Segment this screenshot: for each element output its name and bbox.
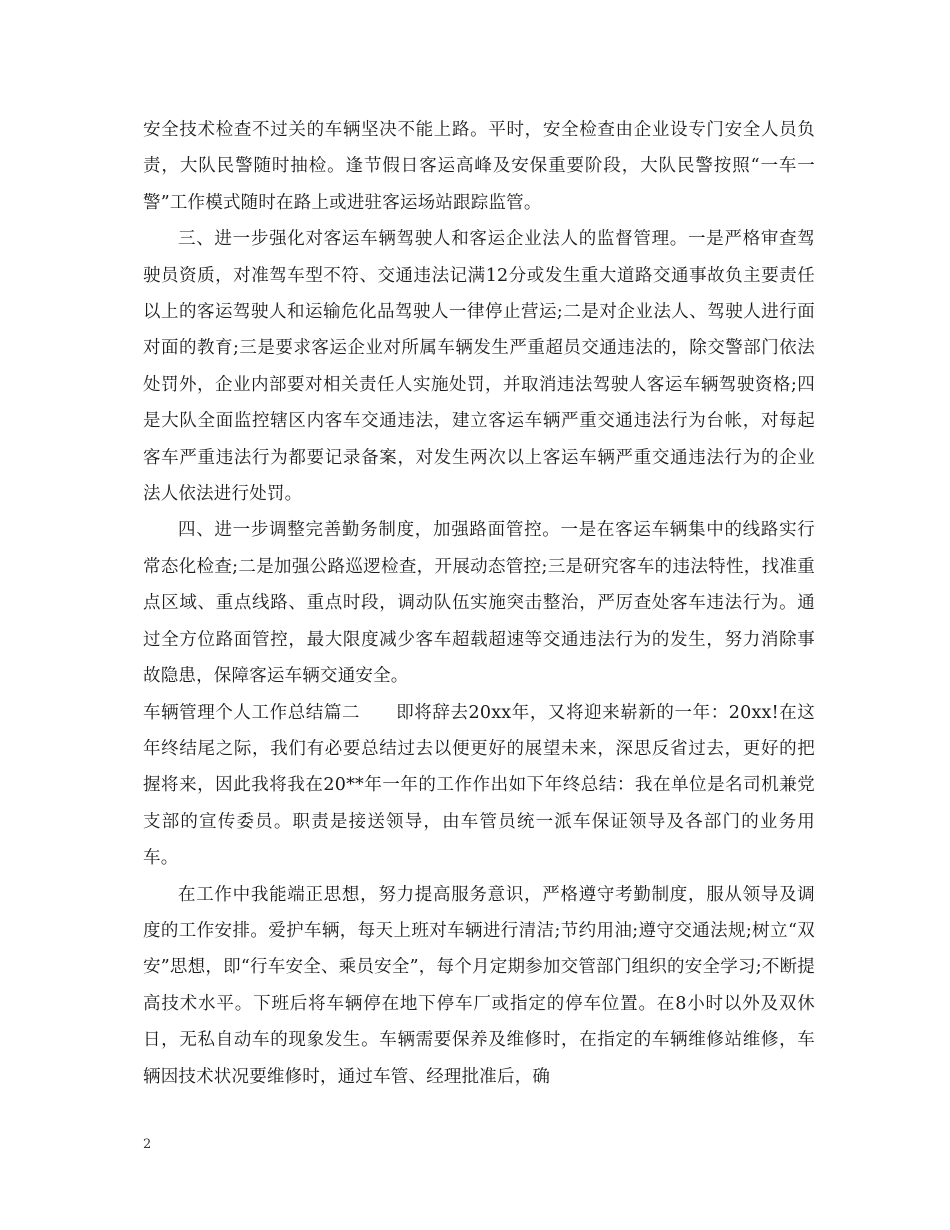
document-body (143, 112, 815, 1095)
paragraph-2: 三、进一步强化对客运车辆驾驶人和客运企业法人的监督管理。一是严格审查驾驶员资质，对准驾车型不符、交通违法记满12分或发生重大道路交通事故负主要责任以上的客运驾驶人和运输危化品驾驶人一律停止营运;二是对企业法人、驾驶人进行面对面的教育;三是要求客运企业对所属车辆发生严重超员交通违法的，除交警部门依法处罚外，企业内部要对相关责任人实施处罚，并取消违法驾驶人客运车辆驾驶资格;四是大队全面监控辖区内客车交通违法，建立客运车辆严重交通违法行为台帐，对每起客车严重违法行为都要记录备案，对发生两次以上客运车辆严重交通违法行为的企业法人依法进行处罚。 (143, 229, 815, 505)
paragraph-1: 安全技术检查不过关的车辆坚决不能上路。平时，安全检查由企业设专门安全人员负责，大队民警随时抽检。逢节假日客运高峰及安保重要阶段，大队民警按照“一车一警”工作模式随时在路上或进驻客运场站跟踪监管。 (143, 120, 815, 213)
paragraph-4: 车辆管理个人工作总结篇二 即将辞去20xx年，又将迎来崭新的一年：20xx!在这年终结尾之际，我们有必要总结过去以便更好的展望未来，深思反省过去，更好的把握将来，因此我将我在20**年一年的工作作出如下年终总结：我在单位是名司机兼党支部的宣传委员。职责是接送领导，由车管员统一派车保证领导及各部门的业务用车。 (143, 702, 815, 869)
paragraph-5: 在工作中我能端正思想，努力提高服务意识，严格遵守考勤制度，服从领导及调度的工作安排。爱护车辆，每天上班对车辆进行清洁;节约用油;遵守交通法规;树立“双安”思想，即“行车安全、乘员安全”，每个月定期参加交管部门组织的安全学习;不断提高技术水平。下班后将车辆停在地下停车厂或指定的停车位置。在8小时以外及双休日，无私自动车的现象发生。车辆需要保养及维修时，在指定的车辆维修站维修，车辆因技术状况要维修时，通过车管、经理批准后，确 (143, 884, 815, 1087)
paragraph-3: 四、进一步调整完善勤务制度，加强路面管控。一是在客运车辆集中的线路实行常态化检查;二是加强公路巡逻检查，开展动态管控;三是研究客车的违法特性，找准重点区域、重点线路、重点时段，调动队伍实施突击整治，严厉查处客车违法行为。通过全方位路面管控，最大限度减少客车超载超速等交通违法行为的发生，努力消除事故隐患，保障客运车辆交通安全。 (143, 520, 815, 687)
page-number: 2 (143, 1137, 152, 1152)
